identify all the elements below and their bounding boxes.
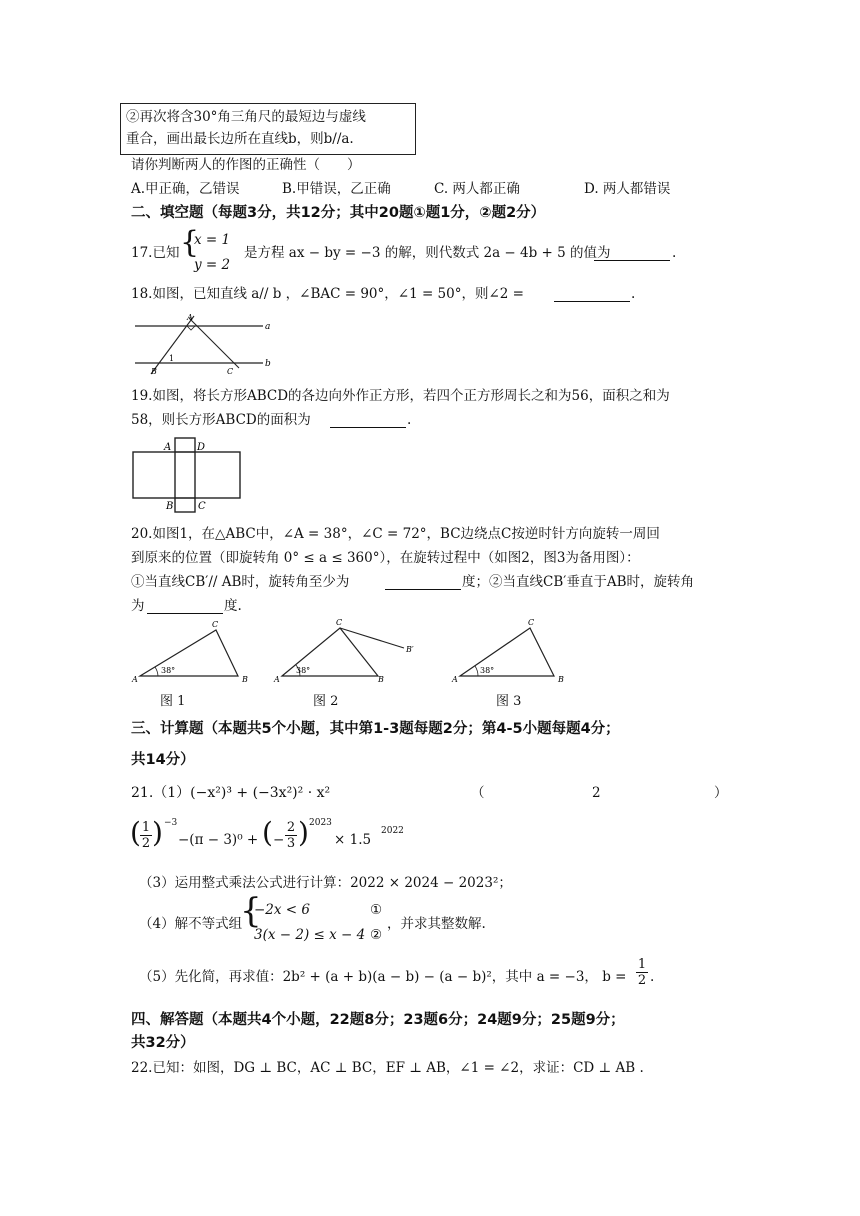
q21-p2-frac1-den: 2 [141, 836, 151, 851]
fig3-label-b: B [558, 675, 564, 684]
fig2-angle-label: 38° [296, 666, 311, 675]
section-3-line-2: 共14分） [131, 752, 195, 768]
q16-option-a: A.甲正确，乙错误 [131, 181, 240, 197]
q17-eq2: y = 2 [194, 257, 231, 273]
q21-p5-fraction [636, 957, 648, 988]
q19-line-2: 58，则长方形ABCD的面积为 [131, 412, 311, 428]
q21-p5-frac-num: 1 [637, 957, 647, 972]
q21-p4-brace: { [240, 891, 262, 931]
q21-p2-expr-b: × 1.5 [334, 832, 372, 848]
fig3-label-a: A [452, 675, 458, 684]
q21-p2-paren-left-2: ( [262, 816, 273, 849]
q21-p2-frac2-den: 3 [286, 836, 296, 851]
q17-eq1: x = 1 [194, 232, 231, 248]
q18-figure [131, 310, 281, 376]
q20-answer-blank-2[interactable] [147, 599, 223, 614]
q21-p2-exp-2: 2023 [309, 818, 332, 828]
section-4-line-1: 四、解答题（本题共4个小题，22题8分；23题6分；24题9分；25题9分； [131, 1012, 625, 1028]
section-3-line-1: 三、计算题（本题共5个小题，其中第1-3题每题2分；第4-5小题每题4分； [131, 721, 620, 737]
q19-answer-blank[interactable] [330, 413, 406, 428]
q21-p2-exp-1: −3 [164, 818, 178, 828]
q21-p2-exp-3: 2022 [381, 826, 404, 836]
q21-part-3: （3）运用整式乘法公式进行计算：2022 × 2024 − 2023²； [139, 875, 512, 891]
q21-p4-mark-2: ② [370, 927, 383, 943]
fig1-angle-label: 38° [161, 666, 176, 675]
q17-text: 是方程 ax − by = −3 的解，则代数式 2a − 4b + 5 的值为 [244, 245, 611, 261]
q17-brace: { [180, 225, 200, 260]
box-line-1: ②再次将含30°角三角尺的最短边与虚线 [126, 109, 366, 125]
q21-part-4-suffix: ，并求其整数解. [387, 916, 486, 932]
q21-part-1: 21.（1）(−x²)³ + (−3x²)² · x² [131, 785, 331, 801]
caption-figure-3: 图 3 [496, 694, 522, 709]
fig2-label-b-prime: B′ [406, 645, 414, 654]
q21-p2-paren-right-1: ) [152, 816, 163, 849]
q20-line-3a: ①当直线CB′// AB时，旋转角至少为 [131, 574, 350, 590]
q21-part-5: （5）先化简，再求值：2b² + (a + b)(a − b) − (a − b)²，其中 a = −3， b = [139, 969, 627, 985]
q18-label-c-point: C [227, 367, 234, 376]
q20-figure-1 [128, 618, 258, 686]
q21-p2-fraction-2 [285, 820, 297, 851]
q20-line-4b: 度. [224, 598, 242, 614]
caption-figure-2: 图 2 [313, 694, 339, 709]
q19-label-a: A [164, 442, 172, 453]
section-2-title: 二、填空题（每题3分，共12分；其中20题①题1分，②题2分） [131, 205, 546, 221]
q19-label-b: B [166, 501, 174, 512]
q21-p2-frac1-num: 1 [141, 820, 151, 835]
q17-end: . [672, 245, 677, 261]
q19-figure [131, 434, 243, 514]
q20-line-1: 20.如图1，在△ABC中，∠A = 38°，∠C = 72°，BC边绕点C按逆时针方向旋转一周回 [131, 526, 660, 542]
q21-part-2-number: 2 [592, 785, 601, 801]
q21-p2-paren-left-1: ( [130, 816, 141, 849]
q18-answer-blank[interactable] [554, 287, 630, 302]
q21-p5-end: . [650, 969, 655, 985]
q21-p2-frac2-sign: − [273, 832, 285, 848]
q20-figure-2 [270, 616, 430, 686]
fig2-label-a: A [274, 675, 280, 684]
q18-end: . [631, 286, 636, 302]
q20-line-3b: 度；②当直线CB′垂直于AB时，旋转角 [462, 574, 694, 590]
q21-p2-expr-a: −(π − 3)⁰ + [178, 832, 259, 848]
fig2-label-b: B [378, 675, 384, 684]
q21-p5-frac-den: 2 [637, 973, 647, 988]
q21-p2-paren-right-2: ) [298, 816, 309, 849]
q18-label-b-point: B [151, 367, 157, 376]
q19-label-d: D [197, 442, 206, 453]
caption-figure-1: 图 1 [160, 694, 186, 709]
q19-end: . [407, 412, 412, 428]
fig1-label-b: B [242, 675, 248, 684]
q18-label-a-point: A [187, 313, 193, 322]
q16-option-d: D. 两人都错误 [584, 181, 671, 197]
q16-option-b: B.甲错误，乙正确 [282, 181, 391, 197]
q16-prompt: 请你判断两人的作图的正确性（ ） [131, 157, 361, 173]
q18-label-line-b: b [265, 359, 271, 369]
q21-p4-mark-1: ① [370, 902, 383, 918]
fig3-label-c: C [528, 618, 535, 627]
fig3-angle-label: 38° [480, 666, 495, 675]
box-line-2: 重合，画出最长边所在直线b，则b//a. [126, 131, 354, 147]
fig1-label-c: C [212, 620, 219, 629]
q17-prefix: 17.已知 [131, 245, 180, 261]
q20-line-2: 到原来的位置（即旋转角 0° ≤ a ≤ 360°），在旋转过程中（如图2，图3为备用图）： [131, 550, 640, 566]
fig2-label-c: C [336, 618, 343, 627]
q16-option-c: C. 两人都正确 [434, 181, 520, 197]
q19-line-1: 19.如图，将长方形ABCD的各边向外作正方形，若四个正方形周长之和为56，面积之和为 [131, 388, 670, 404]
q21-part-2-open: （ [471, 785, 485, 801]
q21-p2-fraction-1 [140, 820, 152, 851]
q21-part-4-prefix: （4）解不等式组 [139, 916, 243, 932]
q18-label-angle-1: 1 [169, 354, 175, 363]
q21-p4-eq2: 3(x − 2) ≤ x − 4 [254, 927, 366, 943]
q19-label-c: C [198, 501, 206, 512]
q20-answer-blank-1[interactable] [385, 575, 461, 590]
q21-p2-frac2-num: 2 [286, 820, 296, 835]
q21-p4-eq1: −2x < 6 [254, 902, 310, 918]
section-4-line-2: 共32分） [131, 1035, 195, 1051]
fig1-label-a: A [132, 675, 138, 684]
q21-part-2-close: ） [714, 785, 728, 801]
q22-text: 22.已知：如图，DG ⊥ BC，AC ⊥ BC，EF ⊥ AB，∠1 = ∠2，求证：CD ⊥ AB . [131, 1060, 644, 1076]
q20-line-4a: 为 [131, 598, 145, 614]
q20-figure-3 [448, 616, 578, 686]
q18-label-line-a: a [265, 322, 271, 332]
q17-answer-blank[interactable] [594, 246, 670, 261]
q18-text: 18.如图，已知直线 a// b ，∠BAC = 90°，∠1 = 50°，则∠2 = [131, 286, 524, 302]
